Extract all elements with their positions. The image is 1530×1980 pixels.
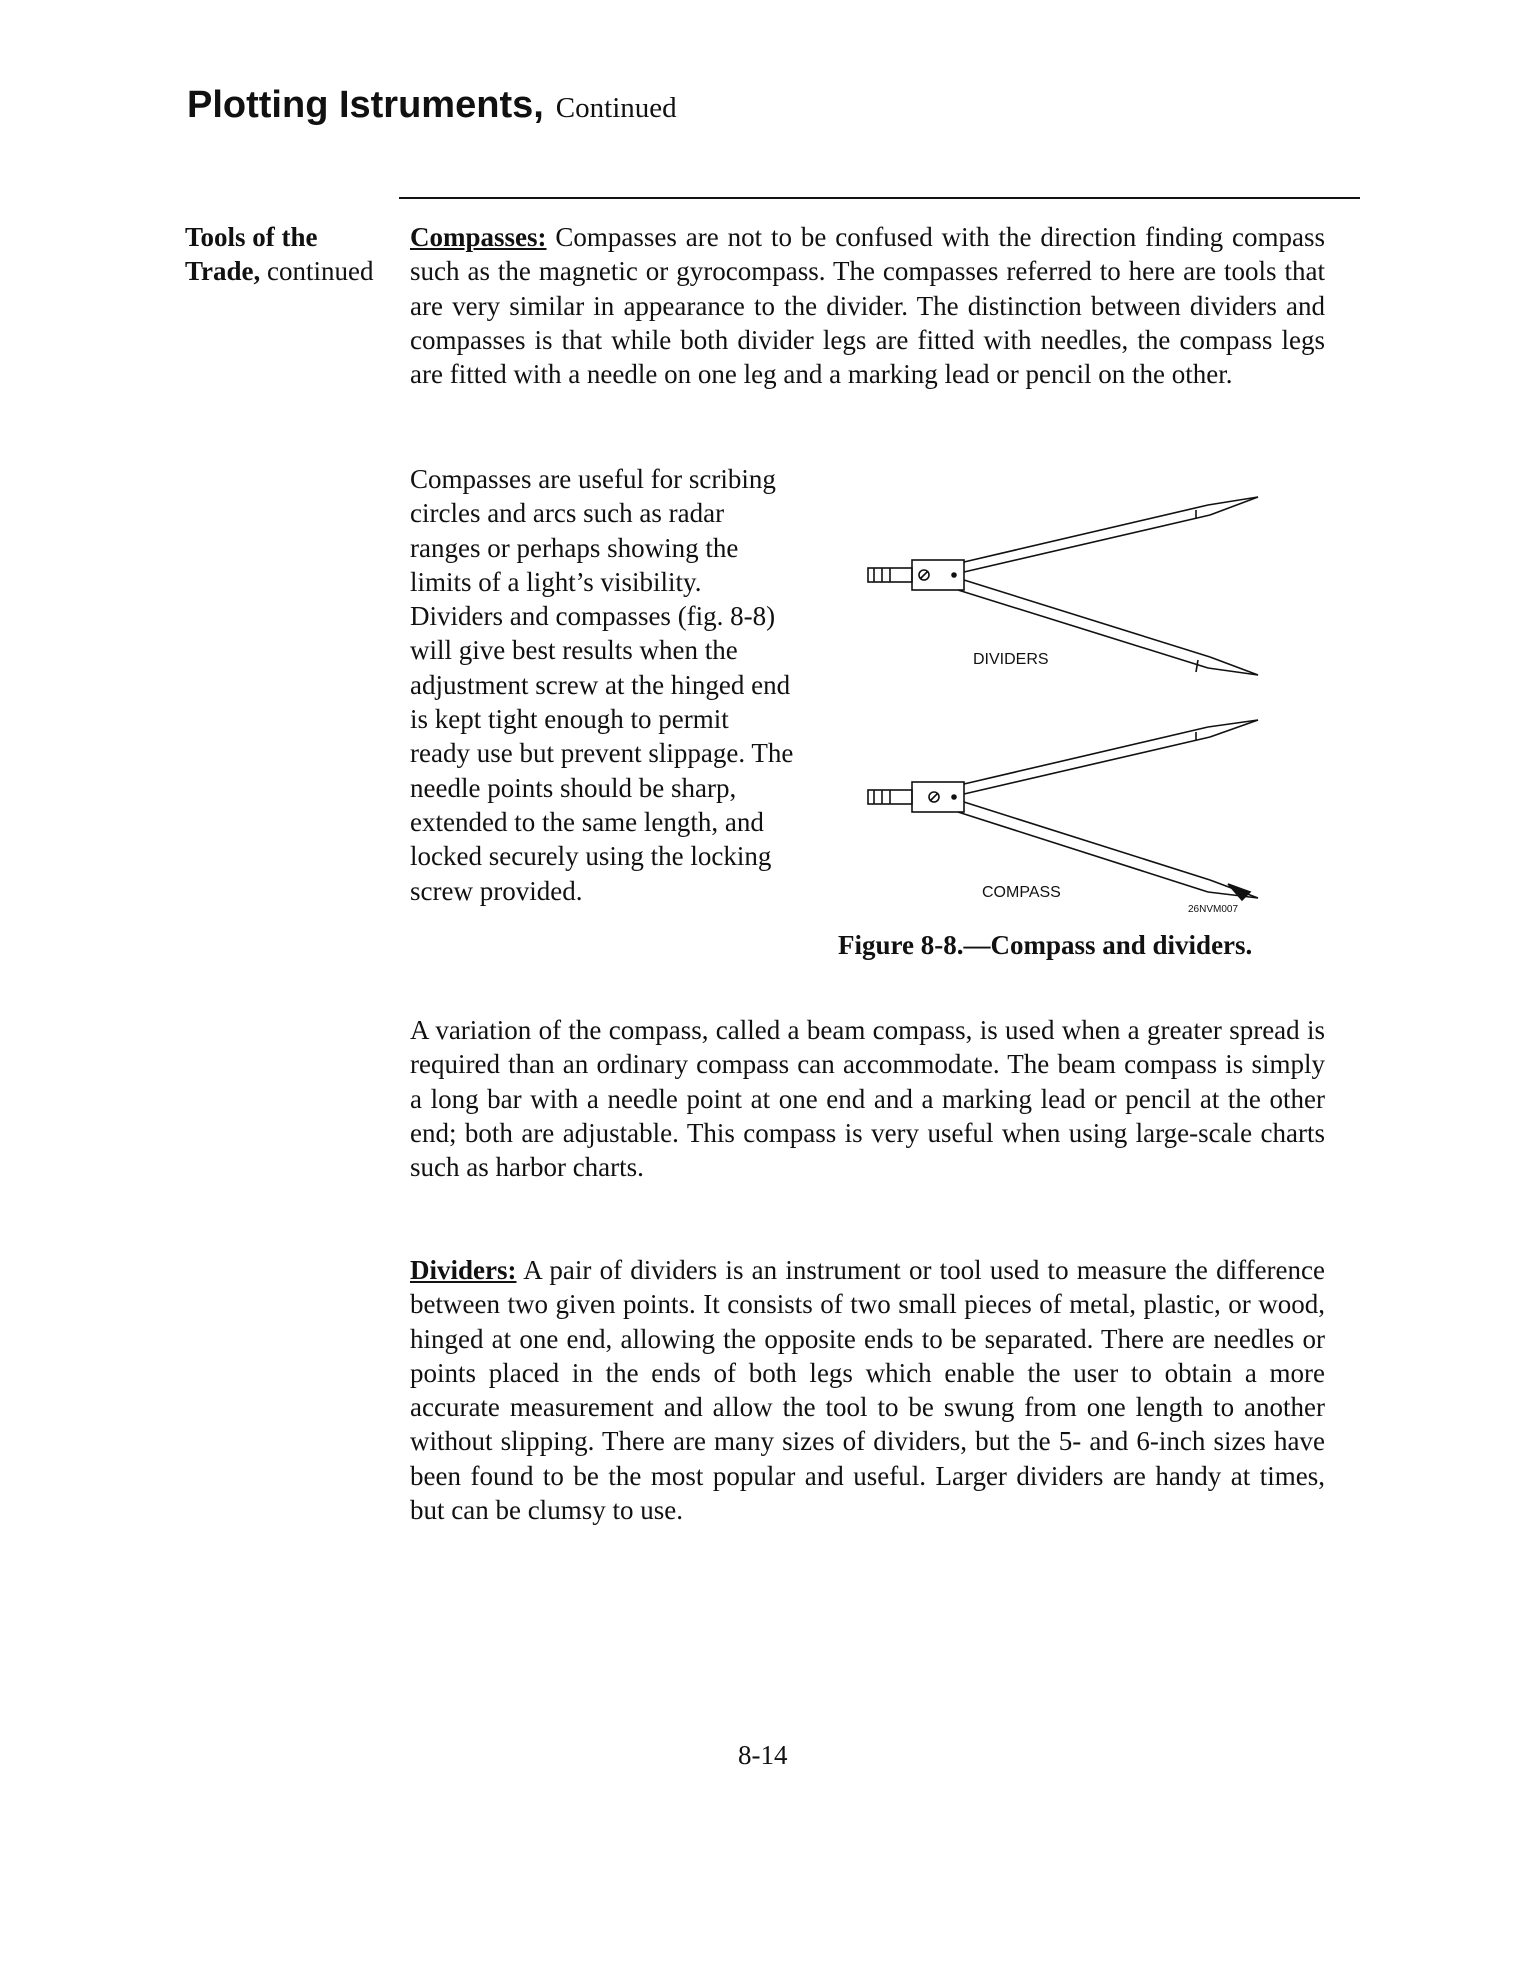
compasses-paragraph bbox=[410, 220, 1325, 391]
sidebar-line-2-rest: continued bbox=[267, 256, 374, 287]
sidebar-line-1: Tools of the bbox=[185, 222, 318, 252]
compass-label: COMPASS bbox=[982, 884, 1061, 901]
sidebar-label bbox=[185, 220, 373, 289]
section-divider bbox=[399, 197, 1360, 199]
dividers-heading: Dividers: bbox=[410, 1255, 517, 1285]
figure-caption: Figure 8-8.—Compass and dividers. bbox=[838, 930, 1253, 960]
page-number: 8-14 bbox=[738, 1740, 788, 1770]
page-title bbox=[187, 84, 677, 127]
compasses-heading: Compasses: bbox=[410, 222, 547, 252]
dividers-text: A pair of dividers is an instrument or tool used to measure the difference between two given points. It consists of two small pieces of metal, plastic, or wood, hinged at one end, allowing the opposite ends to be separated. There are needles or points placed in the ends of both legs which enable the user to obtain a more accurate measurement and allow the tool to be swung from one length to another without slipping. There are many sizes of dividers, but the 5- and 6-inch sizes have been found to be the most popular and useful. Larger dividers are handy at times, but can be clumsy to use. bbox=[410, 1255, 1326, 1526]
figure-code: 26NVM007 bbox=[1188, 904, 1239, 915]
sidebar-line-2-bold: Trade, bbox=[185, 256, 261, 287]
beam-compass-paragraph: A variation of the compass, called a beam compass, is used when a greater spread is required than an ordinary compass can accommodate. The beam compass is simply a long bar with a needle point at one end and a marking lead or pencil at the other end; both are adjustable. This compass is very useful when using large-scale charts such as harbor charts. bbox=[410, 1015, 1325, 1183]
compasses-text: Compasses are not to be confused with the direction finding compass such as the magnetic or gyrocompass. The compasses referred to here are tools that are very similar in appearance to the divider. The distinction between dividers and compasses is that while both divider legs are fitted with needles, the compass legs are fitted with a needle on one leg and a marking lead or pencil on the other. bbox=[410, 222, 1326, 390]
dividers-drawing bbox=[868, 497, 1258, 675]
title-continued: Continued bbox=[555, 92, 677, 124]
compass-dividers-figure bbox=[858, 480, 1278, 930]
dividers-label: DIVIDERS bbox=[973, 651, 1049, 668]
compass-drawing bbox=[868, 720, 1258, 900]
title-main: Plotting Istruments, bbox=[187, 84, 544, 126]
dividers-paragraph bbox=[410, 1253, 1325, 1527]
usage-paragraph: Compasses are useful for scribing circles and arcs such as radar ranges or perhaps showing the limits of a light’s visibility. Dividers and compasses (fig. 8-8) will give best results when the adjustment screw at the hinged end is kept tight enough to permit ready use but prevent slippage. The needle points should be sharp, extended to the same length, and locked securely using the locking screw provided. bbox=[410, 464, 794, 906]
